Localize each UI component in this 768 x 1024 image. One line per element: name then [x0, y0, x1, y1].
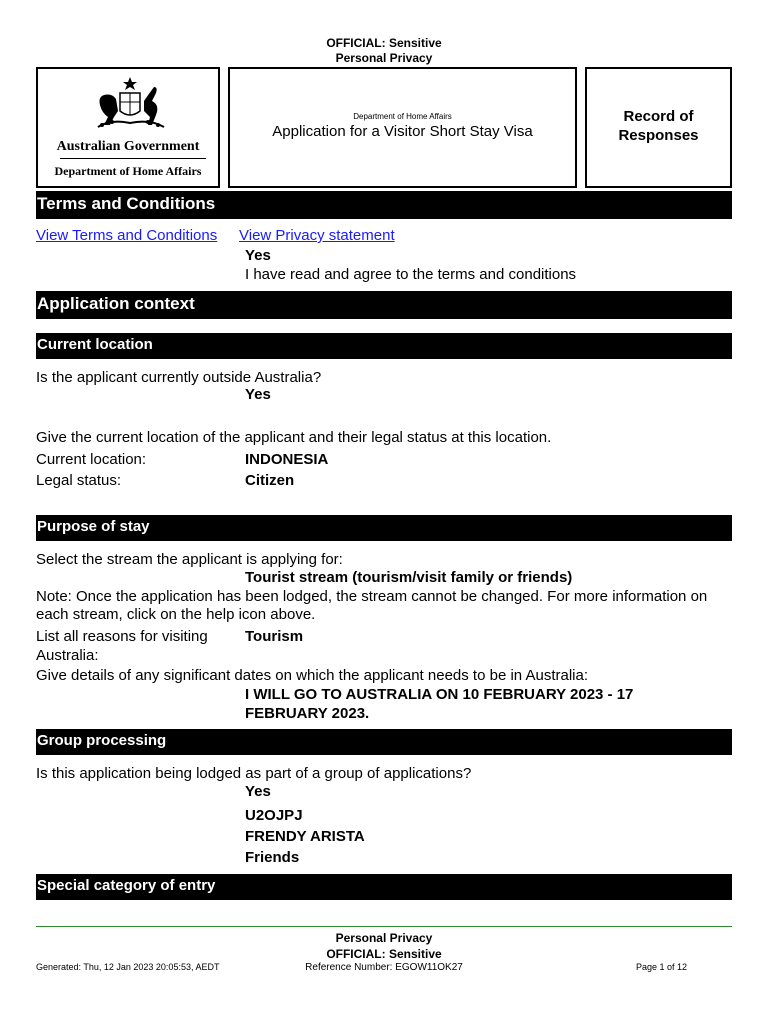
value-legal-status: Citizen: [245, 472, 295, 489]
value-current-location: INDONESIA: [245, 451, 329, 468]
answer-outside-australia: Yes: [245, 386, 271, 403]
logo-divider: [60, 158, 206, 159]
footer-privacy-label: Personal Privacy: [335, 931, 433, 945]
record-box: [585, 67, 732, 188]
section-heading-context: Application context: [36, 291, 732, 319]
form-title: Application for a Visitor Short Stay Visa: [272, 123, 533, 140]
group-relationship: Friends: [245, 849, 300, 866]
question-stream: Select the stream the applicant is applying for:: [36, 551, 343, 568]
subsection-heading-special-category: Special category of entry: [36, 874, 732, 900]
subsection-heading-purpose: Purpose of stay: [36, 515, 732, 541]
generated-timestamp: Generated: Thu, 12 Jan 2023 20:05:53, AEDT: [36, 962, 220, 972]
page-number: Page 1 of 12: [636, 962, 688, 972]
coat-of-arms-icon: [90, 75, 170, 131]
question-group: Is this application being lodged as part of a group of applications?: [36, 765, 472, 782]
footer-divider: [36, 926, 732, 927]
government-logo-box: [36, 67, 220, 188]
question-current-location: Give the current location of the applicant and their legal status at this location.: [36, 429, 552, 446]
footer-classification-label: OFFICIAL: Sensitive: [326, 947, 442, 961]
stream-note-line-1: Note: Once the application has been lodged, the stream cannot be changed. For more information on: [36, 588, 708, 605]
group-name: FRENDY ARISTA: [245, 828, 365, 845]
record-of-responses-label: Record of Responses: [618, 108, 699, 144]
reference-number: Reference Number: EGOW11OK27: [305, 962, 463, 973]
view-privacy-link[interactable]: View Privacy statement: [239, 227, 395, 244]
terms-statement: I have read and agree to the terms and conditions: [245, 266, 577, 283]
group-id: U2OJPJ: [245, 807, 303, 824]
view-terms-link[interactable]: View Terms and Conditions: [36, 227, 218, 244]
answer-dates-line-1: I WILL GO TO AUSTRALIA ON 10 FEBRUARY 2023 - 17: [245, 686, 634, 703]
label-reasons-line-2: Australia:: [36, 647, 99, 664]
subsection-heading-group: Group processing: [36, 729, 732, 755]
question-outside-australia: Is the applicant currently outside Australia?: [36, 369, 322, 386]
terms-answer: Yes: [245, 247, 271, 264]
value-reasons: Tourism: [245, 628, 304, 645]
department-small-label: Department of Home Affairs: [353, 112, 452, 121]
classification-label: OFFICIAL: Sensitive: [326, 36, 442, 50]
section-heading-terms: Terms and Conditions: [36, 191, 732, 219]
government-name: Australian Government: [56, 139, 200, 154]
label-legal-status: Legal status:: [36, 472, 122, 489]
subsection-heading-location: Current location: [36, 333, 732, 359]
answer-group: Yes: [245, 783, 271, 800]
answer-dates-line-2: FEBRUARY 2023.: [245, 705, 370, 722]
answer-stream: Tourist stream (tourism/visit family or friends): [245, 569, 573, 586]
privacy-label: Personal Privacy: [335, 51, 433, 65]
department-name: Department of Home Affairs: [54, 164, 202, 178]
form-title-box: [228, 67, 577, 188]
label-reasons-line-1: List all reasons for visiting: [36, 628, 208, 645]
label-current-location: Current location:: [36, 451, 147, 468]
question-significant-dates: Give details of any significant dates on which the applicant needs to be in Australia:: [36, 667, 589, 684]
stream-note-line-2: each stream, click on the help icon above.: [36, 606, 316, 623]
